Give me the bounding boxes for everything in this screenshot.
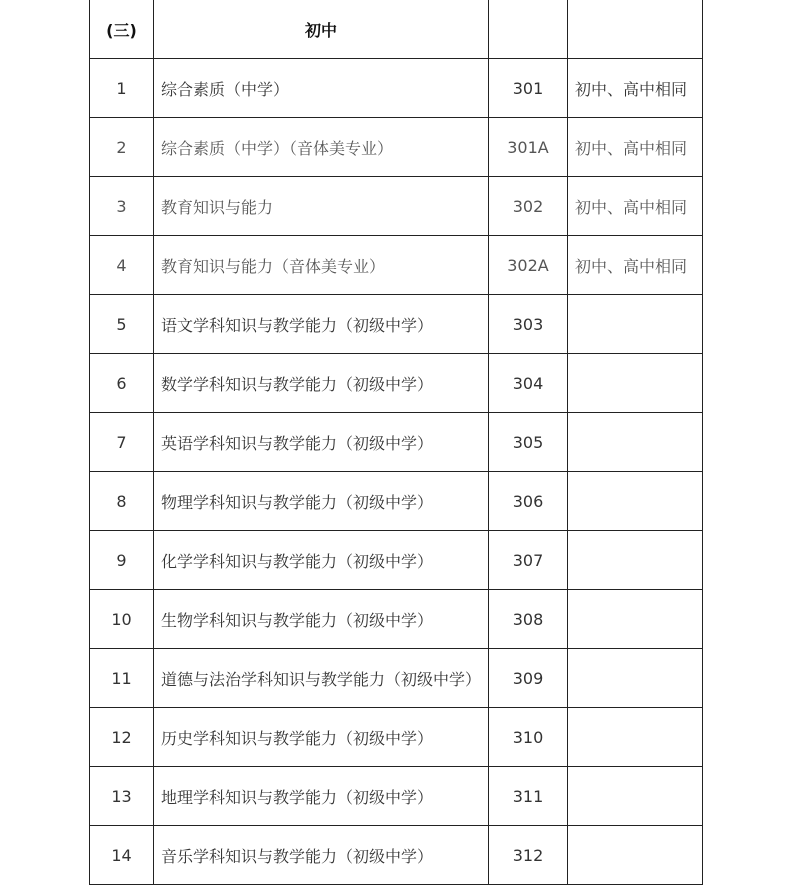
subject-name: 音乐学科知识与教学能力（初级中学） bbox=[154, 826, 489, 885]
subject-note bbox=[568, 708, 703, 767]
subject-note bbox=[568, 767, 703, 826]
row-number: 4 bbox=[90, 236, 154, 295]
subject-note bbox=[568, 354, 703, 413]
table-row bbox=[90, 708, 703, 767]
subject-name: 化学学科知识与教学能力（初级中学） bbox=[154, 531, 489, 590]
subject-name: 教育知识与能力 bbox=[154, 177, 489, 236]
table-row bbox=[90, 826, 703, 885]
subject-code: 302A bbox=[489, 236, 568, 295]
row-number: 10 bbox=[90, 590, 154, 649]
subject-code: 301A bbox=[489, 118, 568, 177]
table-row bbox=[90, 413, 703, 472]
subject-note bbox=[568, 590, 703, 649]
table-row bbox=[90, 531, 703, 590]
table-row bbox=[90, 177, 703, 236]
row-number: 2 bbox=[90, 118, 154, 177]
subject-name: 综合素质（中学）（音体美专业） bbox=[154, 118, 489, 177]
subject-note bbox=[568, 826, 703, 885]
subject-code: 310 bbox=[489, 708, 568, 767]
row-number: 14 bbox=[90, 826, 154, 885]
subject-code: 304 bbox=[489, 354, 568, 413]
subject-note bbox=[568, 531, 703, 590]
subject-code: 306 bbox=[489, 472, 568, 531]
table-row bbox=[90, 236, 703, 295]
subject-name: 生物学科知识与教学能力（初级中学） bbox=[154, 590, 489, 649]
subject-name: 教育知识与能力（音体美专业） bbox=[154, 236, 489, 295]
table-row bbox=[90, 295, 703, 354]
subject-code: 301 bbox=[489, 59, 568, 118]
row-number: 3 bbox=[90, 177, 154, 236]
subject-note bbox=[568, 649, 703, 708]
table-row bbox=[90, 767, 703, 826]
subject-code: 305 bbox=[489, 413, 568, 472]
table-row bbox=[90, 472, 703, 531]
section-title: 初中 bbox=[154, 0, 489, 59]
subject-code: 302 bbox=[489, 177, 568, 236]
row-number: 1 bbox=[90, 59, 154, 118]
table-row bbox=[90, 354, 703, 413]
section-code-empty bbox=[489, 0, 568, 59]
subject-note: 初中、高中相同 bbox=[568, 59, 703, 118]
subject-note: 初中、高中相同 bbox=[568, 177, 703, 236]
table-row bbox=[90, 649, 703, 708]
subject-note bbox=[568, 295, 703, 354]
row-number: 6 bbox=[90, 354, 154, 413]
subject-name: 语文学科知识与教学能力（初级中学） bbox=[154, 295, 489, 354]
section-index: (三) bbox=[90, 0, 154, 59]
subject-note: 初中、高中相同 bbox=[568, 118, 703, 177]
table-body bbox=[90, 0, 703, 885]
subject-table-container bbox=[89, 0, 696, 885]
row-number: 13 bbox=[90, 767, 154, 826]
subject-name: 历史学科知识与教学能力（初级中学） bbox=[154, 708, 489, 767]
row-number: 8 bbox=[90, 472, 154, 531]
subject-code: 311 bbox=[489, 767, 568, 826]
row-number: 12 bbox=[90, 708, 154, 767]
table-row bbox=[90, 118, 703, 177]
section-header-row bbox=[90, 0, 703, 59]
row-number: 9 bbox=[90, 531, 154, 590]
section-note-empty bbox=[568, 0, 703, 59]
subject-code-table bbox=[89, 0, 703, 885]
subject-code: 307 bbox=[489, 531, 568, 590]
subject-code: 308 bbox=[489, 590, 568, 649]
subject-note bbox=[568, 472, 703, 531]
subject-name: 数学学科知识与教学能力（初级中学） bbox=[154, 354, 489, 413]
row-number: 5 bbox=[90, 295, 154, 354]
subject-name: 综合素质（中学） bbox=[154, 59, 489, 118]
subject-note: 初中、高中相同 bbox=[568, 236, 703, 295]
row-number: 11 bbox=[90, 649, 154, 708]
subject-name: 道德与法治学科知识与教学能力（初级中学） bbox=[154, 649, 489, 708]
table-row bbox=[90, 59, 703, 118]
row-number: 7 bbox=[90, 413, 154, 472]
subject-code: 312 bbox=[489, 826, 568, 885]
subject-name: 物理学科知识与教学能力（初级中学） bbox=[154, 472, 489, 531]
subject-code: 309 bbox=[489, 649, 568, 708]
subject-note bbox=[568, 413, 703, 472]
subject-code: 303 bbox=[489, 295, 568, 354]
table-row bbox=[90, 590, 703, 649]
subject-name: 地理学科知识与教学能力（初级中学） bbox=[154, 767, 489, 826]
subject-name: 英语学科知识与教学能力（初级中学） bbox=[154, 413, 489, 472]
